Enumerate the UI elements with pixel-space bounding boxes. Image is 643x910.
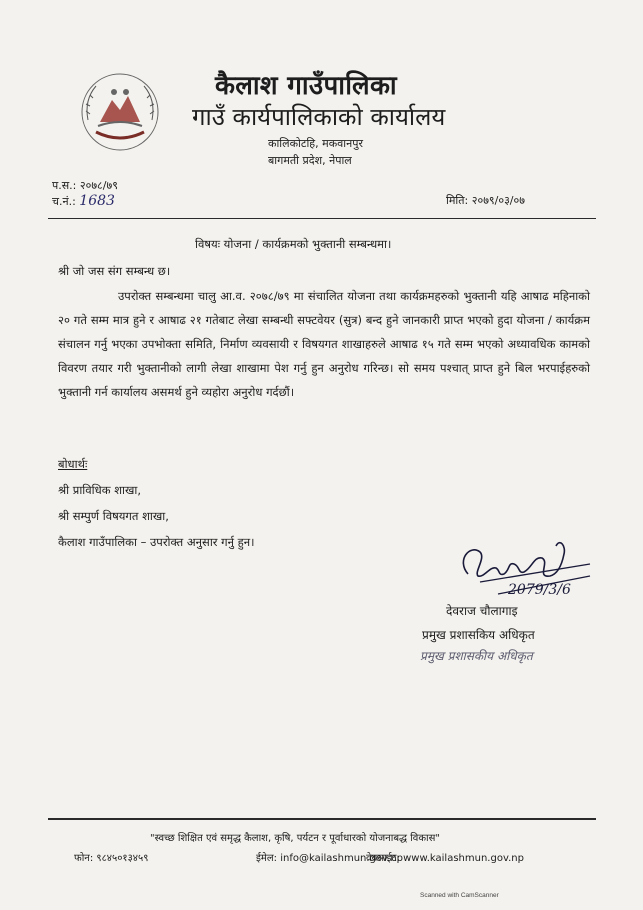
letter-subject: विषयः योजना / कार्यक्रमको भुक्तानी सम्बन्धमा। [195, 237, 392, 251]
footer-email: ईमेल: info@kailashmun.gov.np [256, 853, 404, 864]
handwritten-signature [440, 516, 600, 608]
signatory-name: देवराज चौलागाइ [446, 604, 518, 618]
address-province: बागमती प्रदेश, नेपाल [268, 154, 352, 167]
signatory-title: प्रमुख प्रशासकिय अधिकृत [422, 628, 535, 642]
letter-date [446, 193, 525, 208]
cc-heading: बोधार्थः [58, 457, 88, 471]
letter-number-label: प.स.: [52, 179, 77, 192]
letter-number-value: २०७८/७९ [79, 179, 118, 192]
nepal-government-emblem [78, 70, 162, 154]
dispatch-number-label: च.नं.: [52, 195, 76, 208]
letter-date-label: मिति: [446, 194, 469, 207]
cc-item: कैलाश गाउँपालिका – उपरोक्त अनुसार गर्नु हुन। [58, 535, 255, 549]
letter-date-value: २०७९/०३/०७ [471, 194, 525, 207]
address-district: कालिकोटहि, मकवानपुर [268, 137, 363, 150]
official-stamp: प्रमुख प्रशासकीय अधिकृत [420, 649, 533, 663]
cc-item: श्री सम्पुर्ण विषयगत शाखा, [58, 509, 169, 523]
footer-divider [48, 818, 596, 820]
cc-item: श्री प्राविधिक शाखा, [58, 483, 142, 497]
office-name: गाउँ कार्यपालिकाको कार्यालय [192, 103, 446, 131]
organization-name: कैलाश गाउँपालिका [215, 71, 397, 101]
footer-website: वेबसाईट: www.kailashmun.gov.np [366, 853, 524, 864]
letter-salutation: श्री जो जस संग सम्बन्ध छ। [58, 264, 171, 278]
letter-body: उपरोक्त सम्बन्धमा चालु आ.व. २०७८/७९ मा संचालित योजना तथा कार्यक्रमहरुको भुक्तानी यहि आषाढ महिनाको २० गते सम्म मात्र हुने र आषाढ २१ गतेबाट लेखा सम्बन्धी सफ्टवेयर (सुत्र) बन्द हुने जानकारी प्राप्त भएको हुदा योजना / कार्यक्रम संचालन गर्नु भएका उपभोक्ता समिति, निर्माण व्यवसायी र विषयगत शाखाहरुले आषाढ १५ गते सम्म भएको अध्यावधिक कामको विवरण तयार गरी भुक्तानीको लागी लेखा शाखामा पेश गर्नु हुन अनुरोध गरिन्छ। सो समय पश्चात् प्राप्त हुने बिल भरपाईहरुको भुक्तानी गर्न कार्यालय असमर्थ हुने व्यहोरा अनुरोध गर्दछौं। [58, 289, 590, 399]
footer-phone: फोन: ९८४५०१३४५९ [74, 853, 149, 864]
scanner-watermark: Scanned with CamScanner [420, 892, 499, 899]
letter-number [52, 178, 118, 193]
header-divider [48, 218, 596, 219]
dispatch-number [52, 193, 115, 209]
footer-slogan: "स्वच्छ शिक्षित एवं समृद्ध कैलाश, कृषि, पर्यटन र पूर्वाधारको योजनाबद्ध विकास" [150, 833, 440, 844]
signature-date: 2079/3/6 [508, 582, 571, 598]
dispatch-number-value: 1683 [79, 193, 115, 209]
